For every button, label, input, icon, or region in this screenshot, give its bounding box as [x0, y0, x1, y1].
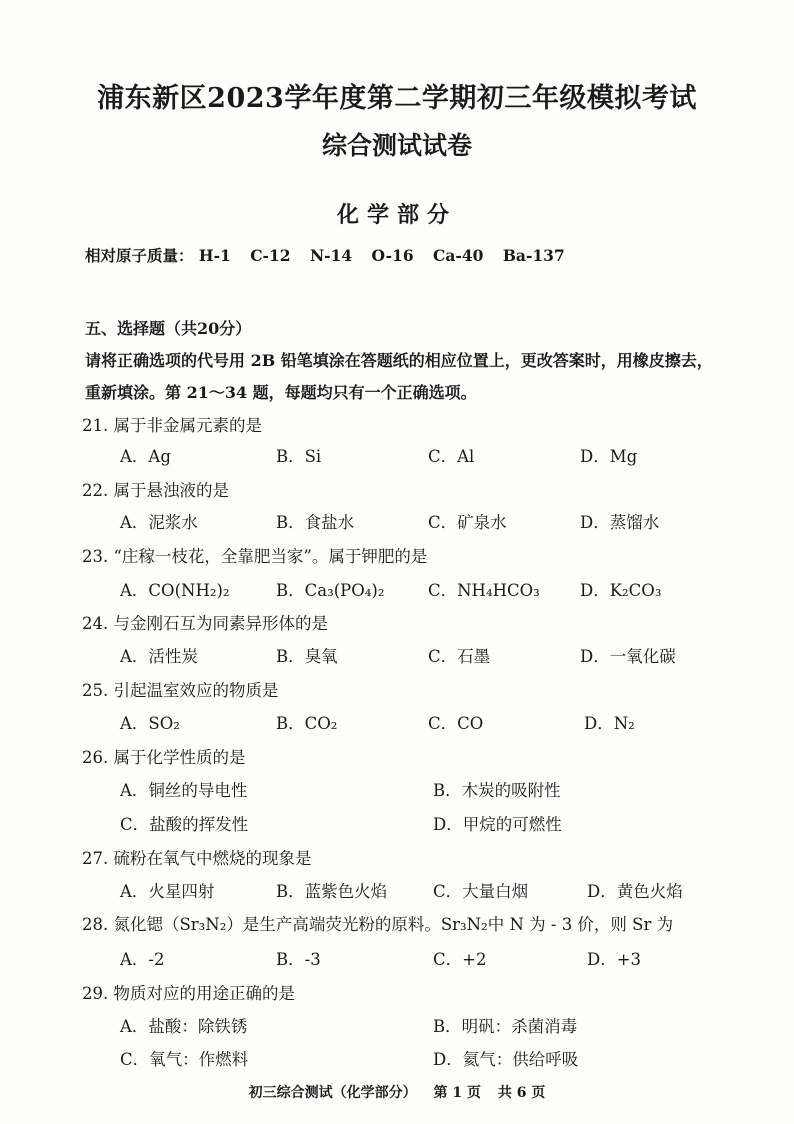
option: A．-2 [120, 950, 165, 969]
option: D．Mg [580, 447, 638, 466]
exam-subtitle: 综合测试试卷 [321, 131, 472, 160]
question-stem: 26. 属于化学性质的是 [82, 748, 246, 767]
question-stem: 23. “庄稼一枝花，全靠肥当家”。属于钾肥的是 [82, 547, 428, 566]
question-options [0, 946, 794, 970]
question-options [0, 643, 794, 667]
option: B．CO₂ [276, 714, 338, 733]
question-options [0, 509, 794, 533]
option: B．食盐水 [276, 513, 355, 532]
option: C．NH₄HCO₃ [428, 581, 540, 600]
page-footer [0, 1082, 794, 1102]
page-total: 共 6 页 [497, 1085, 546, 1101]
option: B．臭氧 [276, 647, 338, 666]
question-options [0, 878, 794, 902]
footer-label: 初三综合测试（化学部分） [248, 1085, 417, 1101]
option: D．N₂ [584, 714, 635, 733]
option: C．CO [428, 714, 484, 733]
option: D．一氧化碳 [580, 647, 676, 666]
atomic-mass-label: 相对原子质量： [85, 246, 194, 265]
option: C．矿泉水 [428, 513, 507, 532]
option: B．-3 [276, 950, 321, 969]
option: C．石墨 [428, 647, 491, 666]
option: A．泥浆水 [120, 513, 198, 532]
atomic-mass-line [85, 244, 579, 266]
option: C．+2 [433, 950, 487, 969]
option: C．氧气：作燃料 [120, 1050, 249, 1069]
option: A．铜丝的导电性 [120, 781, 248, 800]
option: B．木炭的吸附性 [433, 781, 561, 800]
option: D．蒸馏水 [580, 513, 660, 532]
option: C．大量白烟 [433, 882, 529, 901]
option: A．盐酸：除铁锈 [120, 1017, 248, 1036]
instruction-line: 请将正确选项的代号用 2B 铅笔填涂在答题纸的相应位置上，更改答案时，用橡皮擦去， [85, 351, 713, 370]
question-options [0, 1046, 794, 1070]
question-stem: 21. 属于非金属元素的是 [82, 416, 262, 435]
atomic-mass-item: C-12 [250, 246, 291, 265]
question-stem: 27. 硫粉在氧气中燃烧的现象是 [82, 849, 312, 868]
option: C．Al [428, 447, 475, 466]
option: A．火星四射 [120, 882, 215, 901]
atomic-mass-item: Ba-137 [502, 246, 565, 265]
question-options [0, 443, 794, 467]
page-number: 第 1 页 [433, 1085, 481, 1101]
option: A．活性炭 [120, 647, 198, 666]
question-options [0, 811, 794, 835]
atomic-mass-item: O-16 [371, 246, 414, 265]
option: A．CO(NH₂)₂ [120, 581, 230, 600]
option: D．黄色火焰 [587, 882, 683, 901]
question-options [0, 1013, 794, 1037]
atomic-mass-item: H-1 [198, 246, 231, 265]
section-title: 化学部分 [336, 202, 457, 228]
option: B．明矾：杀菌消毒 [433, 1017, 578, 1036]
question-options [0, 577, 794, 601]
option: C．盐酸的挥发性 [120, 815, 249, 834]
option: A．Ag [120, 447, 171, 466]
instruction-line: 重新填涂。第 21～34 题，每题均只有一个正确选项。 [85, 383, 477, 402]
question-stem: 24. 与金刚石互为同素异形体的是 [82, 614, 328, 633]
option: D．K₂CO₃ [580, 581, 662, 600]
atomic-mass-item: Ca-40 [433, 246, 484, 265]
question-stem: 22. 属于悬浊液的是 [82, 481, 229, 500]
question-stem: 29. 物质对应的用途正确的是 [82, 984, 295, 1003]
question-stem: 25. 引起温室效应的物质是 [82, 681, 279, 700]
option: B．Ca₃(PO₄)₂ [276, 581, 385, 600]
option: B．Si [276, 447, 322, 466]
question-stem: 28. 氮化锶（Sr₃N₂）是生产高端荧光粉的原料。Sr₃N₂中 N 为 - 3 价，则 Sr 为 [82, 915, 674, 934]
question-options [0, 710, 794, 734]
option: D．+3 [587, 950, 642, 969]
atomic-mass-item: N-14 [309, 246, 353, 265]
exam-title: 浦东新区2023学年度第二学期初三年级模拟考试 [97, 83, 697, 114]
option: D．氦气：供给呼吸 [433, 1050, 579, 1069]
question-options [0, 777, 794, 801]
option: A．SO₂ [120, 714, 180, 733]
part-heading: 五、选择题（共20分） [85, 319, 252, 338]
option: D．甲烷的可燃性 [433, 815, 562, 834]
option: B．蓝紫色火焰 [276, 882, 388, 901]
